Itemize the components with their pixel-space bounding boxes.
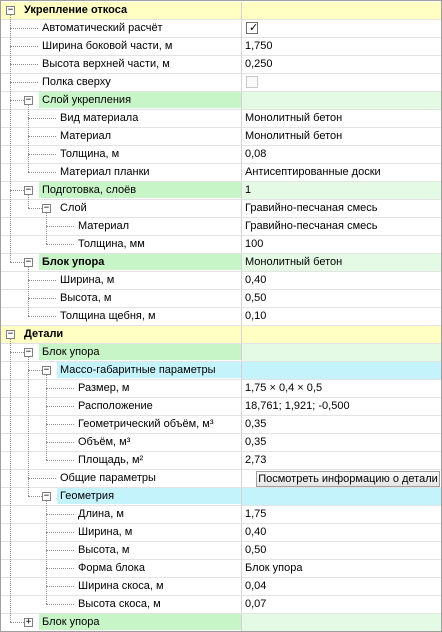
tree-row-sloy[interactable] (1, 200, 441, 218)
property-value-cell[interactable] (241, 398, 441, 416)
property-label: Автоматический расчёт (42, 22, 163, 34)
tree-connector (28, 298, 56, 299)
property-value: 2,73 (245, 454, 267, 466)
tree-connector (28, 478, 56, 479)
checkbox-unchecked[interactable] (246, 76, 258, 88)
tree-row-shelf-top[interactable] (1, 74, 441, 92)
property-value: Гравийно-песчаная смесь (245, 202, 378, 214)
tree-row-bevel-height[interactable] (1, 596, 441, 614)
collapse-icon[interactable]: − (25, 347, 32, 357)
tree-row-gravel-thickness[interactable] (1, 308, 441, 326)
property-name-cell (1, 92, 241, 110)
property-value-cell[interactable] (241, 542, 441, 560)
property-label: Вид материала (60, 112, 139, 124)
collapse-icon[interactable]: − (7, 5, 14, 15)
tree-connector (10, 622, 24, 623)
property-label: Детали (24, 328, 64, 340)
tree-connector (46, 226, 74, 227)
property-label: Массо-габаритные параметры (60, 364, 216, 376)
tree-row-area[interactable] (1, 452, 441, 470)
property-label: Толщина, м (60, 148, 120, 160)
property-value: Гравийно-песчаная смесь (245, 220, 378, 232)
property-value-cell[interactable] (241, 110, 441, 128)
tree-row-mass-params[interactable] (1, 362, 441, 380)
tree-connector (28, 118, 56, 119)
tree-row-material-type[interactable] (1, 110, 441, 128)
property-value-cell[interactable] (241, 452, 441, 470)
property-value: 0,40 (245, 526, 267, 538)
tree-row-length[interactable] (1, 506, 441, 524)
tree-row-stop-width[interactable] (1, 272, 441, 290)
property-value: 0,35 (245, 436, 267, 448)
property-label: Блок упора (42, 346, 100, 358)
property-label: Объём, м³ (78, 436, 131, 448)
tree-row-volume[interactable] (1, 434, 441, 452)
property-value-cell[interactable] (241, 488, 441, 506)
property-value-cell[interactable] (241, 470, 441, 488)
property-label: Высота, м (78, 544, 130, 556)
property-value-cell[interactable] (241, 272, 441, 290)
property-value: 0,04 (245, 580, 267, 592)
property-label: Ширина боковой части, м (42, 40, 173, 52)
property-label: Материал (78, 220, 129, 232)
property-name-cell (1, 578, 241, 596)
property-value: Антисептированные доски (245, 166, 381, 178)
tree-connector (28, 496, 42, 497)
tree-connector (28, 172, 56, 173)
property-name-cell (1, 290, 241, 308)
property-value: 0,50 (245, 544, 267, 556)
tree-connector (46, 604, 74, 605)
tree-connector (46, 460, 74, 461)
property-label: Полка сверху (42, 76, 111, 88)
tree-row-location[interactable] (1, 398, 441, 416)
property-label: Геометрический объём, м³ (78, 418, 214, 430)
tree-row-material[interactable] (1, 128, 441, 146)
property-value: 100 (245, 238, 264, 250)
property-value-cell[interactable] (241, 524, 441, 542)
property-value: 1,75 × 0,4 × 0,5 (245, 382, 323, 394)
tree-row-size[interactable] (1, 380, 441, 398)
tree-connector (46, 244, 74, 245)
tree-connector (46, 213, 47, 244)
tree-connector (10, 28, 38, 29)
property-name-cell (1, 614, 241, 632)
tree-connector (28, 136, 56, 137)
checkmark-icon: ✓ (249, 21, 259, 34)
tree-row-block-shape[interactable] (1, 560, 441, 578)
checkbox-checked[interactable] (246, 22, 258, 34)
property-value-cell[interactable] (241, 434, 441, 452)
tree-connector (10, 64, 38, 65)
tree-connector (10, 82, 38, 83)
property-name-cell (1, 434, 241, 452)
tree-row-detali[interactable] (1, 326, 441, 344)
property-value-cell[interactable] (241, 20, 441, 38)
collapse-icon[interactable]: − (25, 95, 32, 105)
property-label: Материал планки (60, 166, 150, 178)
property-name-cell (1, 20, 241, 38)
property-value-cell[interactable] (241, 326, 441, 344)
property-value-cell[interactable] (241, 236, 441, 254)
property-value-cell[interactable] (241, 416, 441, 434)
tree-connector (46, 424, 74, 425)
tree-row-ukreplenie[interactable] (1, 2, 441, 20)
tree-connector (28, 154, 56, 155)
tree-row-top-height[interactable] (1, 56, 441, 74)
property-name-cell (1, 164, 241, 182)
property-name-cell (1, 74, 241, 92)
collapse-icon[interactable]: − (43, 203, 50, 213)
tree-row-plank-material[interactable] (1, 164, 441, 182)
property-value: Блок упора (245, 562, 303, 574)
tree-connector (10, 100, 24, 101)
tree-connector (46, 514, 74, 515)
collapse-icon[interactable]: − (25, 185, 32, 195)
property-value-cell[interactable] (241, 38, 441, 56)
property-name-cell (1, 380, 241, 398)
property-name-cell (1, 254, 241, 272)
property-label: Ширина, м (60, 274, 115, 286)
tree-row-general-params[interactable] (1, 470, 441, 488)
property-value: 0,50 (245, 292, 267, 304)
tree-row-stop-height[interactable] (1, 290, 441, 308)
view-details-button[interactable]: Посмотреть информацию о детали (256, 471, 440, 487)
property-name-cell (1, 308, 241, 326)
property-label: Геометрия (60, 490, 115, 502)
tree-row-blok-upora[interactable] (1, 254, 441, 272)
tree-connector (46, 406, 74, 407)
property-name-cell (1, 344, 241, 362)
tree-row-sloy-thickness[interactable] (1, 236, 441, 254)
property-value: 0,40 (245, 274, 267, 286)
property-value-cell[interactable] (241, 146, 441, 164)
property-label: Толщина щебня, м (60, 310, 156, 322)
tree-connector (10, 352, 24, 353)
tree-connector (46, 532, 74, 533)
tree-connector (28, 357, 29, 496)
property-name-cell (1, 470, 241, 488)
property-label: Подготовка, слоёв (42, 184, 137, 196)
tree-connector (46, 550, 74, 551)
property-name-cell (1, 200, 241, 218)
property-label: Укрепление откоса (24, 4, 128, 16)
tree-connector (46, 586, 74, 587)
property-value-cell[interactable] (241, 254, 441, 272)
property-name-cell (1, 38, 241, 56)
expand-icon[interactable]: + (25, 617, 32, 627)
property-value-cell[interactable] (241, 164, 441, 182)
tree-connector (28, 105, 29, 172)
tree-connector (28, 280, 56, 281)
property-value: 1 (245, 184, 252, 196)
property-value-cell[interactable] (241, 614, 441, 632)
property-value-cell[interactable] (241, 56, 441, 74)
tree-connector (28, 195, 29, 208)
tree-row-sloy-ukrepleniya[interactable] (1, 92, 441, 110)
property-name-cell (1, 236, 241, 254)
tree-connector (10, 15, 11, 262)
property-label: Ширина, м (78, 526, 133, 538)
property-label: Материал (60, 130, 111, 142)
property-value-cell[interactable] (241, 506, 441, 524)
tree-row-geom-height[interactable] (1, 542, 441, 560)
property-value: 0,250 (245, 58, 273, 70)
property-value-cell[interactable] (241, 128, 441, 146)
property-name-cell (1, 416, 241, 434)
property-value-cell[interactable] (241, 380, 441, 398)
property-value-cell[interactable] (241, 344, 441, 362)
property-value: 18,761; 1,921; -0,500 (245, 400, 350, 412)
property-value: 0,35 (245, 418, 267, 430)
property-label: Слой укрепления (42, 94, 132, 106)
property-label: Ширина скоса, м (78, 580, 164, 592)
tree-connector (46, 388, 74, 389)
property-value: 1,75 (245, 508, 267, 520)
property-label: Толщина, мм (78, 238, 145, 250)
property-name-cell (1, 110, 241, 128)
tree-connector (28, 208, 42, 209)
tree-row-bevel-width[interactable] (1, 578, 441, 596)
property-value-cell[interactable] (241, 308, 441, 326)
property-label: Высота скоса, м (78, 598, 161, 610)
property-label: Форма блока (78, 562, 145, 574)
property-name-cell (1, 398, 241, 416)
tree-row-det-blok-upora-2[interactable] (1, 614, 441, 632)
tree-row-side-width[interactable] (1, 38, 441, 56)
property-value: 0,08 (245, 148, 267, 160)
collapse-icon[interactable]: − (43, 365, 50, 375)
property-label: Высота, м (60, 292, 112, 304)
property-value-cell[interactable] (241, 92, 441, 110)
tree-connector (10, 190, 24, 191)
tree-row-sloy-material[interactable] (1, 218, 441, 236)
property-name-cell (1, 506, 241, 524)
tree-row-auto-calc[interactable] (1, 20, 441, 38)
property-value-cell[interactable] (241, 596, 441, 614)
tree-connector (10, 262, 24, 263)
tree-connector (28, 370, 42, 371)
property-name-cell (1, 128, 241, 146)
property-name-cell (1, 146, 241, 164)
tree-row-geometry[interactable] (1, 488, 441, 506)
property-value-cell[interactable] (241, 560, 441, 578)
property-value: Монолитный бетон (245, 112, 343, 124)
property-value-cell[interactable] (241, 578, 441, 596)
property-name-cell (1, 542, 241, 560)
property-name-cell (1, 452, 241, 470)
tree-connector (10, 339, 11, 622)
property-label: Высота верхней части, м (42, 58, 170, 70)
property-label: Блок упора (42, 616, 100, 628)
property-label: Площадь, м² (78, 454, 144, 466)
tree-row-geom-volume[interactable] (1, 416, 441, 434)
property-value: 0,10 (245, 310, 267, 322)
property-value: 0,07 (245, 598, 267, 610)
property-value: Монолитный бетон (245, 256, 343, 268)
tree-connector (46, 442, 74, 443)
property-name-cell (1, 596, 241, 614)
property-label: Длина, м (78, 508, 124, 520)
tree-connector (46, 501, 47, 604)
property-value: 1,750 (245, 40, 273, 52)
property-label: Размер, м (78, 382, 130, 394)
property-name-cell (1, 272, 241, 290)
tree-connector (28, 267, 29, 316)
collapse-icon[interactable]: − (25, 257, 32, 267)
tree-row-geom-width[interactable] (1, 524, 441, 542)
property-name-cell (1, 56, 241, 74)
property-name-cell (1, 182, 241, 200)
property-label: Общие параметры (60, 472, 156, 484)
property-value-cell[interactable] (241, 2, 441, 20)
property-name-cell (1, 560, 241, 578)
property-name-cell (1, 488, 241, 506)
property-name-cell (1, 326, 241, 344)
tree-row-podgotovka[interactable] (1, 182, 441, 200)
property-value-cell[interactable] (241, 218, 441, 236)
property-label: Расположение (78, 400, 153, 412)
tree-connector (28, 316, 56, 317)
tree-connector (10, 46, 38, 47)
property-value-cell[interactable] (241, 362, 441, 380)
property-value-cell[interactable] (241, 182, 441, 200)
collapse-icon[interactable]: − (43, 491, 50, 501)
property-value: Монолитный бетон (245, 130, 343, 142)
collapse-icon[interactable]: − (7, 329, 14, 339)
tree-row-det-blok-upora[interactable] (1, 344, 441, 362)
property-name-cell (1, 524, 241, 542)
property-value-cell[interactable] (241, 74, 441, 92)
property-name-cell (1, 2, 241, 20)
property-name-cell (1, 362, 241, 380)
tree-row-thickness[interactable] (1, 146, 441, 164)
tree-connector (46, 568, 74, 569)
property-label: Блок упора (42, 256, 105, 268)
property-label: Слой (60, 202, 87, 214)
property-value-cell[interactable] (241, 290, 441, 308)
property-name-cell (1, 218, 241, 236)
property-value-cell[interactable] (241, 200, 441, 218)
